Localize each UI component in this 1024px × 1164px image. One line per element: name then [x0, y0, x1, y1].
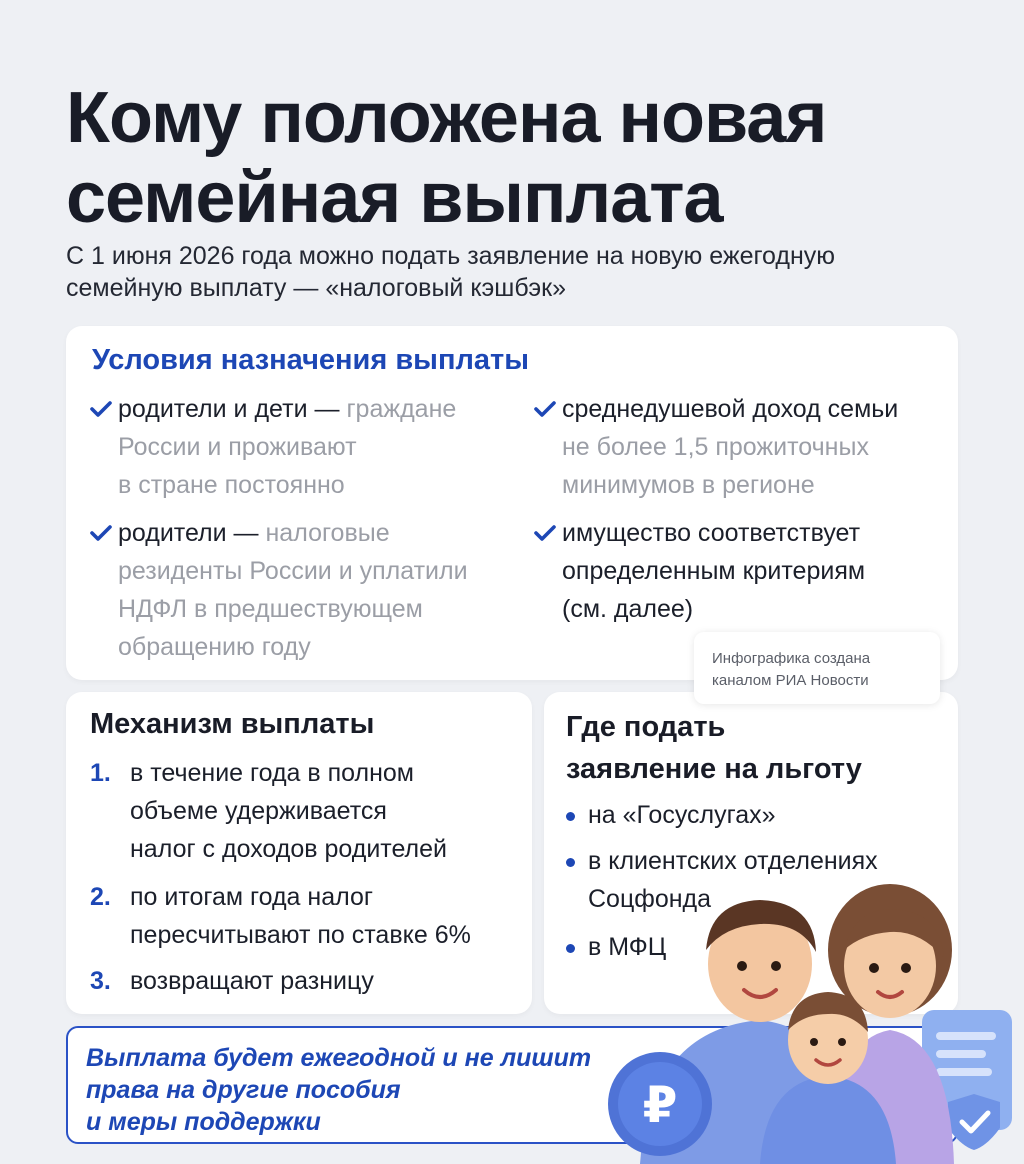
- mechanism-step: 3. возвращают разницу: [90, 967, 374, 995]
- where-item: на «Госуслугах»: [588, 796, 948, 834]
- mechanism-step: 1. в течение года в полном объеме удерживается налог с доходов родителей: [90, 759, 448, 863]
- ruble-coin-icon: [608, 1052, 712, 1156]
- family-illustration: [600, 880, 1024, 1164]
- where-item: в клиентских отделениях Соцфонда: [588, 842, 948, 918]
- summary-banner: Выплата будет ежегодной и не лишит права на другие пособия и меры поддержки: [66, 1026, 958, 1144]
- check-icon: [534, 524, 556, 542]
- bullet-dot: [566, 944, 575, 953]
- svg-text:₽: ₽: [642, 1076, 678, 1134]
- credit-note: Инфографика создана каналом РИА Новости: [694, 632, 940, 704]
- check-icon: [90, 524, 112, 542]
- conditions-heading: Условия назначения выплаты: [92, 344, 529, 376]
- page-subtitle: С 1 июня 2026 года можно подать заявление на новую ежегодную семейную выплату — «налоговый кэшбэк»: [66, 242, 836, 302]
- condition-item: родители и дети — граждане России и проживают в стране постоянно: [118, 390, 518, 504]
- check-icon: [90, 400, 112, 418]
- check-icon: [534, 400, 556, 418]
- where-item: в МФЦ: [588, 928, 948, 966]
- bullet-dot: [566, 812, 575, 821]
- where-heading: Где подать заявление на льготу: [566, 711, 862, 785]
- condition-item: имущество соответствует определенным критериям (см. далее): [562, 514, 952, 628]
- page-title: Кому положена новая семейная выплата: [66, 78, 827, 238]
- condition-item: среднедушевой доход семьи не более 1,5 прожиточных минимумов в регионе: [562, 390, 952, 504]
- condition-item: родители — налоговые резиденты России и уплатили НДФЛ в предшествующем обращению году: [118, 514, 538, 666]
- mechanism-heading: Механизм выплаты: [90, 708, 375, 740]
- conditions-card: [66, 326, 958, 680]
- bullet-dot: [566, 858, 575, 867]
- mechanism-card: [66, 692, 532, 1014]
- mechanism-step: 2. по итогам года налог пересчитывают по ставке 6%: [90, 883, 471, 949]
